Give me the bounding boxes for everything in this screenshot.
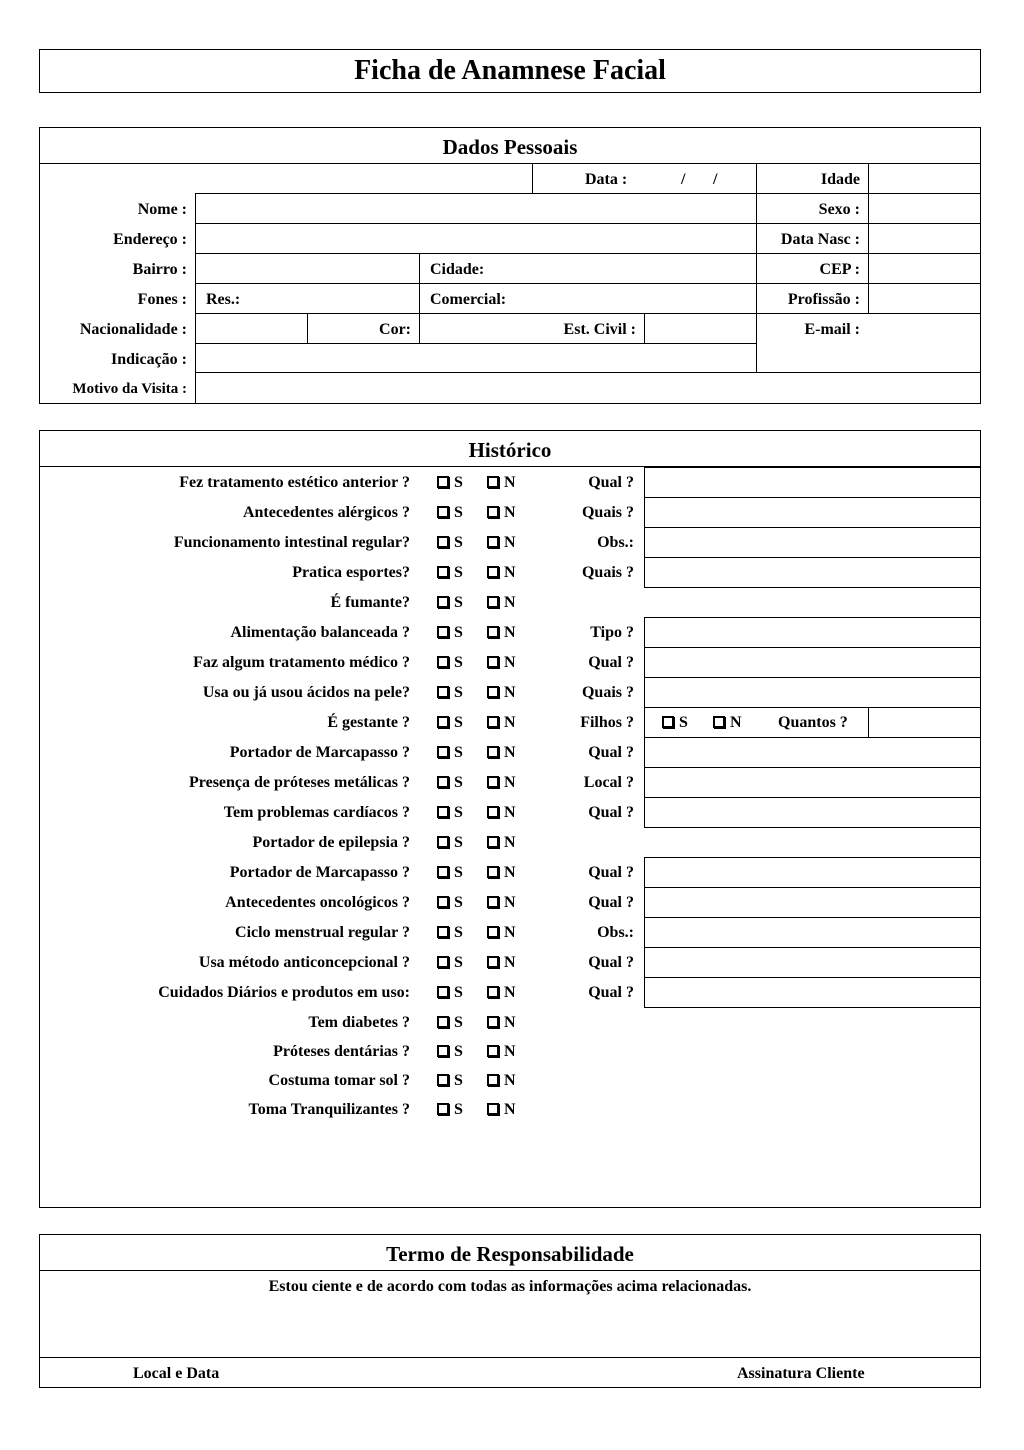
followup-label: Qual ? [588, 744, 634, 761]
grid-line [39, 163, 981, 164]
checkbox-yes[interactable] [437, 474, 463, 492]
question-label: Portador de Marcapasso ? [229, 864, 410, 881]
checkbox-icon[interactable] [487, 986, 499, 998]
bairro-label: Bairro : [132, 261, 187, 278]
question-label: Presença de próteses metálicas ? [189, 774, 410, 791]
question-label: Usa método anticoncepcional ? [198, 954, 410, 971]
email-label: E-mail : [804, 321, 860, 338]
checkbox-yes[interactable] [437, 1101, 463, 1119]
endereco-label: Endereço : [113, 231, 187, 248]
grid-line [39, 1270, 981, 1271]
checkbox-no[interactable] [487, 1101, 516, 1119]
checkbox-icon[interactable] [437, 716, 449, 728]
checkbox-icon[interactable] [487, 746, 499, 758]
checkbox-icon[interactable] [437, 1074, 449, 1086]
checkbox-no[interactable] [487, 834, 516, 852]
checkbox-icon[interactable] [487, 476, 499, 488]
followup-field[interactable] [645, 558, 980, 587]
motivo-field[interactable] [196, 373, 980, 403]
checkbox-icon[interactable] [437, 596, 449, 608]
checkbox-label: S [454, 984, 463, 1001]
email-field[interactable] [757, 340, 980, 371]
checkbox-label: N [504, 894, 516, 911]
checkbox-icon[interactable] [437, 836, 449, 848]
checkbox-label: N [504, 534, 516, 551]
checkbox-no[interactable] [487, 1043, 516, 1061]
question-label: Tem problemas cardíacos ? [223, 804, 410, 821]
data-nasc-label: Data Nasc : [780, 231, 860, 248]
checkbox-yes[interactable] [437, 804, 463, 822]
question-label: Ciclo menstrual regular ? [235, 924, 410, 941]
followup-field[interactable] [645, 678, 980, 707]
checkbox-yes[interactable] [437, 864, 463, 882]
checkbox-icon[interactable] [437, 746, 449, 758]
checkbox-label: N [504, 594, 516, 611]
checkbox-label: S [454, 864, 463, 881]
assinatura-label: Assinatura Cliente [737, 1365, 865, 1382]
checkbox-yes[interactable] [437, 1014, 463, 1032]
checkbox-label: N [504, 834, 516, 851]
checkbox-icon[interactable] [437, 566, 449, 578]
checkbox-icon[interactable] [487, 896, 499, 908]
grid-line [644, 467, 981, 468]
checkbox-icon[interactable] [437, 536, 449, 548]
checkbox-icon[interactable] [437, 1045, 449, 1057]
checkbox-yes[interactable] [437, 624, 463, 642]
question-label: Antecedentes oncológicos ? [225, 894, 410, 911]
checkbox-label: S [454, 714, 463, 731]
checkbox-icon[interactable] [437, 476, 449, 488]
checkbox-icon[interactable] [487, 536, 499, 548]
question-label: Costuma tomar sol ? [268, 1072, 410, 1089]
followup-label: Quais ? [581, 504, 634, 521]
checkbox-icon[interactable] [487, 866, 499, 878]
question-label: Antecedentes alérgicos ? [242, 504, 410, 521]
checkbox-label: N [504, 714, 516, 731]
followup-label: Qual ? [588, 804, 634, 821]
followup-label: Qual ? [588, 894, 634, 911]
checkbox-label: N [504, 984, 516, 1001]
followup-field[interactable] [645, 618, 980, 647]
nome-label: Nome : [137, 201, 187, 218]
checkbox-label: S [454, 504, 463, 521]
followup-label: Filhos ? [580, 714, 634, 731]
checkbox-label: S [454, 774, 463, 791]
checkbox-yes[interactable] [437, 564, 463, 582]
checkbox-no[interactable] [487, 654, 516, 672]
termo-header: Termo de Responsabilidade [386, 1242, 634, 1266]
grid-line [195, 313, 981, 314]
followup-field[interactable] [645, 978, 980, 1007]
question-label: Próteses dentárias ? [273, 1043, 410, 1060]
est-civil-label: Est. Civil : [563, 321, 636, 338]
question-label: Fez tratamento estético anterior ? [179, 474, 410, 491]
checkbox-yes[interactable] [437, 834, 463, 852]
followup-label: Quais ? [581, 564, 634, 581]
cep-field[interactable] [869, 254, 980, 283]
checkbox-icon[interactable] [437, 896, 449, 908]
checkbox-label: S [679, 714, 688, 731]
fones-label: Fones : [137, 291, 187, 308]
checkbox-icon[interactable] [437, 506, 449, 518]
checkbox-label: S [454, 594, 463, 611]
grid-line [532, 163, 533, 193]
checkbox-icon[interactable] [437, 656, 449, 668]
checkbox-yes[interactable] [437, 954, 463, 972]
checkbox-label: N [504, 804, 516, 821]
date-separator: / [713, 171, 718, 188]
followup-label: Obs.: [597, 924, 634, 941]
followup-label: Qual ? [588, 654, 634, 671]
checkbox-no[interactable] [487, 594, 516, 612]
checkbox-no[interactable] [487, 774, 516, 792]
followup-label: Qual ? [588, 984, 634, 1001]
checkbox-icon[interactable] [437, 986, 449, 998]
followup-field[interactable] [645, 648, 980, 677]
nome-field[interactable] [196, 194, 756, 223]
checkbox-yes[interactable] [662, 714, 688, 732]
page-title: Ficha de Anamnese Facial [354, 55, 666, 86]
cidade-label: Cidade: [430, 261, 485, 278]
checkbox-label: N [504, 774, 516, 791]
checkbox-icon[interactable] [437, 806, 449, 818]
checkbox-icon[interactable] [437, 956, 449, 968]
followup-label: Qual ? [588, 864, 634, 881]
indicacao-label: Indicação : [111, 351, 187, 368]
question-label: Portador de Marcapasso ? [229, 744, 410, 761]
followup-field[interactable] [645, 738, 980, 767]
checkbox-no[interactable] [487, 714, 516, 732]
checkbox-yes[interactable] [437, 924, 463, 942]
profissao-field[interactable] [869, 284, 980, 313]
checkbox-label: N [504, 924, 516, 941]
followup-label: Qual ? [588, 954, 634, 971]
checkbox-no[interactable] [487, 804, 516, 822]
checkbox-label: N [504, 1014, 516, 1031]
question-label: Usa ou já usou ácidos na pele? [202, 684, 410, 701]
grid-line [644, 587, 981, 588]
nacionalidade-label: Nacionalidade : [79, 321, 187, 338]
followup-label: Qual ? [588, 474, 634, 491]
followup-field[interactable] [645, 468, 980, 497]
grid-line [39, 1357, 981, 1358]
checkbox-label: S [454, 894, 463, 911]
checkbox-label: N [504, 624, 516, 641]
followup-field[interactable] [645, 918, 980, 947]
checkbox-label: N [504, 504, 516, 521]
checkbox-yes[interactable] [437, 984, 463, 1002]
question-label: Alimentação balanceada ? [230, 624, 410, 641]
checkbox-icon[interactable] [487, 686, 499, 698]
grid-line [307, 313, 308, 343]
followup-field[interactable] [645, 798, 980, 827]
checkbox-icon[interactable] [487, 1045, 499, 1057]
checkbox-label: N [504, 474, 516, 491]
checkbox-icon[interactable] [437, 866, 449, 878]
checkbox-label: N [504, 684, 516, 701]
checkbox-icon[interactable] [437, 776, 449, 788]
checkbox-label: S [454, 1072, 463, 1089]
comercial-field[interactable] [520, 284, 756, 313]
checkbox-label: S [454, 684, 463, 701]
checkbox-no[interactable] [487, 864, 516, 882]
question-label: Funcionamento intestinal regular? [173, 534, 410, 551]
checkbox-label: S [454, 804, 463, 821]
est-civil-field[interactable] [645, 314, 756, 343]
idade-field[interactable] [869, 164, 980, 193]
checkbox-icon[interactable] [487, 836, 499, 848]
data-nasc-field[interactable] [869, 224, 980, 253]
checkbox-no[interactable] [487, 684, 516, 702]
question-label: Pratica esportes? [292, 564, 410, 581]
checkbox-icon[interactable] [487, 1103, 499, 1115]
checkbox-yes[interactable] [437, 1072, 463, 1090]
checkbox-icon[interactable] [487, 1074, 499, 1086]
cor-label: Cor: [379, 321, 411, 338]
question-label: Cuidados Diários e produtos em uso: [158, 984, 410, 1001]
checkbox-yes[interactable] [437, 534, 463, 552]
checkbox-icon[interactable] [487, 506, 499, 518]
followup-field[interactable] [645, 768, 980, 797]
checkbox-icon[interactable] [437, 1103, 449, 1115]
checkbox-label: N [504, 1101, 516, 1118]
cidade-field[interactable] [495, 254, 756, 283]
checkbox-yes[interactable] [437, 594, 463, 612]
checkbox-label: S [454, 744, 463, 761]
followup-field[interactable] [645, 498, 980, 527]
checkbox-label: N [504, 864, 516, 881]
checkbox-label: N [504, 1072, 516, 1089]
checkbox-yes[interactable] [437, 894, 463, 912]
checkbox-icon[interactable] [487, 1016, 499, 1028]
followup-field[interactable] [645, 948, 980, 977]
checkbox-label: N [504, 654, 516, 671]
checkbox-label: S [454, 1014, 463, 1031]
profissao-label: Profissão : [787, 291, 860, 308]
checkbox-label: S [454, 1101, 463, 1118]
grid-line [644, 707, 645, 737]
checkbox-no[interactable] [487, 534, 516, 552]
idade-label: Idade [820, 171, 860, 188]
quantos-label: Quantos ? [778, 714, 848, 731]
checkbox-no[interactable] [487, 504, 516, 522]
termo-text: Estou ciente e de acordo com todas as informações acima relacionadas. [268, 1278, 752, 1295]
sexo-label: Sexo : [818, 201, 860, 218]
motivo-label: Motivo da Visita : [72, 381, 187, 397]
quantos-field[interactable] [869, 708, 980, 737]
checkbox-icon[interactable] [437, 686, 449, 698]
checkbox-label: N [504, 744, 516, 761]
checkbox-icon[interactable] [487, 776, 499, 788]
checkbox-no[interactable] [487, 624, 516, 642]
question-label: Tem diabetes ? [308, 1014, 410, 1031]
question-label: Toma Tranquilizantes ? [248, 1101, 410, 1118]
checkbox-label: N [504, 564, 516, 581]
followup-field[interactable] [645, 858, 980, 887]
checkbox-icon[interactable] [437, 626, 449, 638]
question-label: É gestante ? [327, 714, 410, 731]
dados-pessoais-header: Dados Pessoais [442, 135, 578, 159]
followup-label: Obs.: [597, 534, 634, 551]
checkbox-icon[interactable] [487, 806, 499, 818]
checkbox-icon[interactable] [437, 1016, 449, 1028]
checkbox-label: S [454, 1043, 463, 1060]
checkbox-label: N [504, 1043, 516, 1060]
res-label: Res.: [206, 291, 241, 308]
checkbox-label: S [454, 534, 463, 551]
grid-line [644, 827, 981, 828]
cor-field[interactable] [420, 314, 532, 343]
checkbox-icon[interactable] [487, 596, 499, 608]
checkbox-no[interactable] [487, 564, 516, 582]
question-label: É fumante? [330, 594, 410, 611]
checkbox-yes[interactable] [437, 654, 463, 672]
question-label: Faz algum tratamento médico ? [193, 654, 410, 671]
checkbox-no[interactable] [487, 894, 516, 912]
indicacao-field[interactable] [196, 344, 756, 372]
checkbox-yes[interactable] [437, 684, 463, 702]
checkbox-label: S [454, 474, 463, 491]
grid-line [644, 1007, 981, 1008]
followup-field[interactable] [645, 888, 980, 917]
checkbox-no[interactable] [487, 1014, 516, 1032]
checkbox-no[interactable] [487, 474, 516, 492]
checkbox-icon[interactable] [487, 926, 499, 938]
checkbox-no[interactable] [487, 984, 516, 1002]
checkbox-label: S [454, 954, 463, 971]
historico-header: Histórico [468, 438, 552, 462]
nacionalidade-field[interactable] [196, 314, 307, 343]
comercial-label: Comercial: [430, 291, 507, 308]
checkbox-icon[interactable] [487, 956, 499, 968]
checkbox-icon[interactable] [487, 656, 499, 668]
checkbox-label: N [730, 714, 742, 731]
followup-label: Local ? [583, 774, 634, 791]
bairro-field[interactable] [196, 254, 419, 283]
checkbox-icon[interactable] [487, 626, 499, 638]
followup-label: Quais ? [581, 684, 634, 701]
endereco-field[interactable] [196, 224, 756, 253]
checkbox-icon[interactable] [487, 716, 499, 728]
followup-field[interactable] [645, 528, 980, 557]
checkbox-no[interactable] [487, 1072, 516, 1090]
checkbox-no[interactable] [487, 744, 516, 762]
checkbox-icon[interactable] [662, 716, 674, 728]
checkbox-label: S [454, 924, 463, 941]
question-label: Portador de epilepsia ? [252, 834, 410, 851]
local-data-label: Local e Data [133, 1365, 220, 1382]
checkbox-label: S [454, 564, 463, 581]
checkbox-yes[interactable] [437, 774, 463, 792]
checkbox-icon[interactable] [437, 926, 449, 938]
checkbox-yes[interactable] [437, 714, 463, 732]
checkbox-label: S [454, 654, 463, 671]
followup-label: Tipo ? [590, 624, 634, 641]
checkbox-icon[interactable] [487, 566, 499, 578]
cep-label: CEP : [819, 261, 860, 278]
date-separator: / [681, 171, 686, 188]
checkbox-label: S [454, 834, 463, 851]
checkbox-label: S [454, 624, 463, 641]
checkbox-no[interactable] [487, 924, 516, 942]
checkbox-yes[interactable] [437, 744, 463, 762]
checkbox-no[interactable] [487, 954, 516, 972]
sexo-field[interactable] [869, 194, 980, 223]
data-label: Data : [585, 171, 628, 188]
checkbox-yes[interactable] [437, 504, 463, 522]
checkbox-no[interactable] [713, 714, 742, 732]
checkbox-label: N [504, 954, 516, 971]
checkbox-yes[interactable] [437, 1043, 463, 1061]
res-field[interactable] [248, 284, 419, 313]
checkbox-icon[interactable] [713, 716, 725, 728]
